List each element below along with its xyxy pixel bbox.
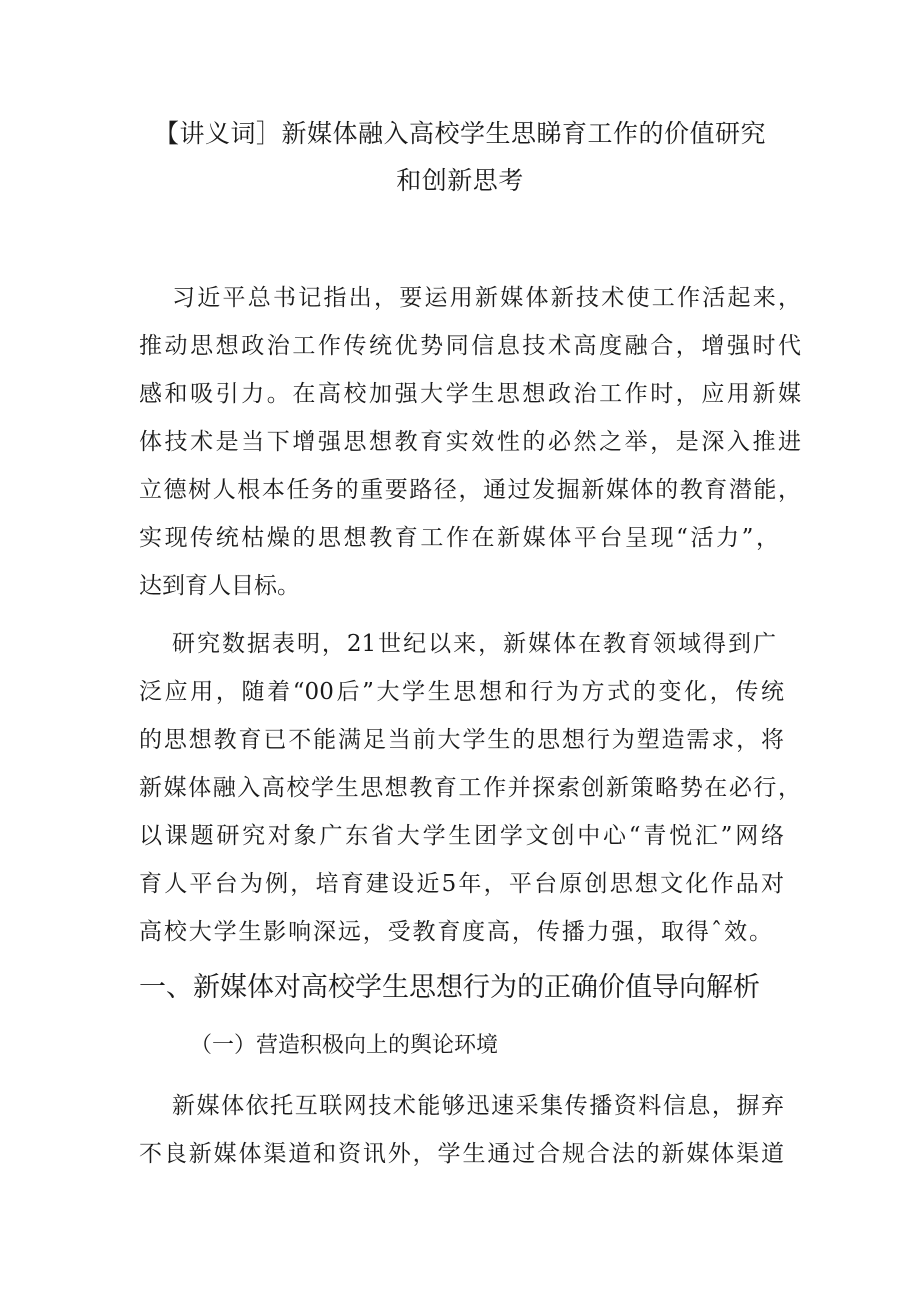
section-heading-1: 一、新媒体对高校学生思想行为的正确价值导向解析 — [139, 972, 760, 1003]
paragraph-1-line-1: 习近平总书记指出，要运用新媒体新技术使工作活起来， — [172, 285, 801, 311]
paragraph-2-line-1: 研究数据表明，21世纪以来，新媒体在教育领域得到广 — [172, 631, 776, 657]
paragraph-1-line-3: 感和吸引力。在高校加强大学生思想政治工作时，应用新媒 — [139, 381, 801, 407]
paragraph-1-line-6: 实现传统枯燥的思想教育工作在新媒体平台呈现“活力”， — [139, 525, 779, 551]
paragraph-1-line-5: 立德树人根本任务的重要路径，通过发掘新媒体的教育潜能， — [139, 477, 801, 503]
paragraph-1-line-7: 达到育人目标。 — [139, 573, 300, 599]
paragraph-2-line-6: 育人平台为例，培育建设近5年，平台原创思想文化作品对 — [139, 871, 784, 897]
paragraph-1-line-4: 体技术是当下增强思想教育实效性的必然之举，是深入推进 — [139, 429, 801, 455]
document-title-line-2: 和创新思考 — [396, 166, 524, 195]
paragraph-1-line-2: 推动思想政治工作传统优势同信息技术高度融合，增强时代 — [139, 333, 801, 359]
paragraph-2-line-5: 以课题研究对象广东省大学生团学文创中心“青悦汇”网络 — [139, 823, 784, 849]
paragraph-2-line-3: 的思想教育已不能满足当前大学生的思想行为塑造需求，将 — [139, 727, 784, 753]
paragraph-3-line-2: 不良新媒体渠道和资讯外，学生通过合规合法的新媒体渠道 — [139, 1141, 784, 1167]
paragraph-2-line-7: 高校大学生影响深远，受教育度高，传播力强，取得ˆ效。 — [139, 919, 772, 945]
paragraph-3-line-1: 新媒体依托互联网技术能够迅速采集传播资料信息，摒弃 — [172, 1093, 784, 1119]
subsection-heading-1: （一）营造积极向上的舆论环境 — [190, 1033, 499, 1058]
document-title-line-1: 【讲义词］新媒体融入高校学生思睇育工作的价值研究 — [153, 119, 766, 148]
paragraph-2-line-2: 泛应用，随着“00后”大学生思想和行为方式的变化，传统 — [139, 679, 784, 705]
paragraph-2-line-4: 新媒体融入高校学生思想教育工作并探索创新策略势在必行， — [139, 775, 801, 801]
